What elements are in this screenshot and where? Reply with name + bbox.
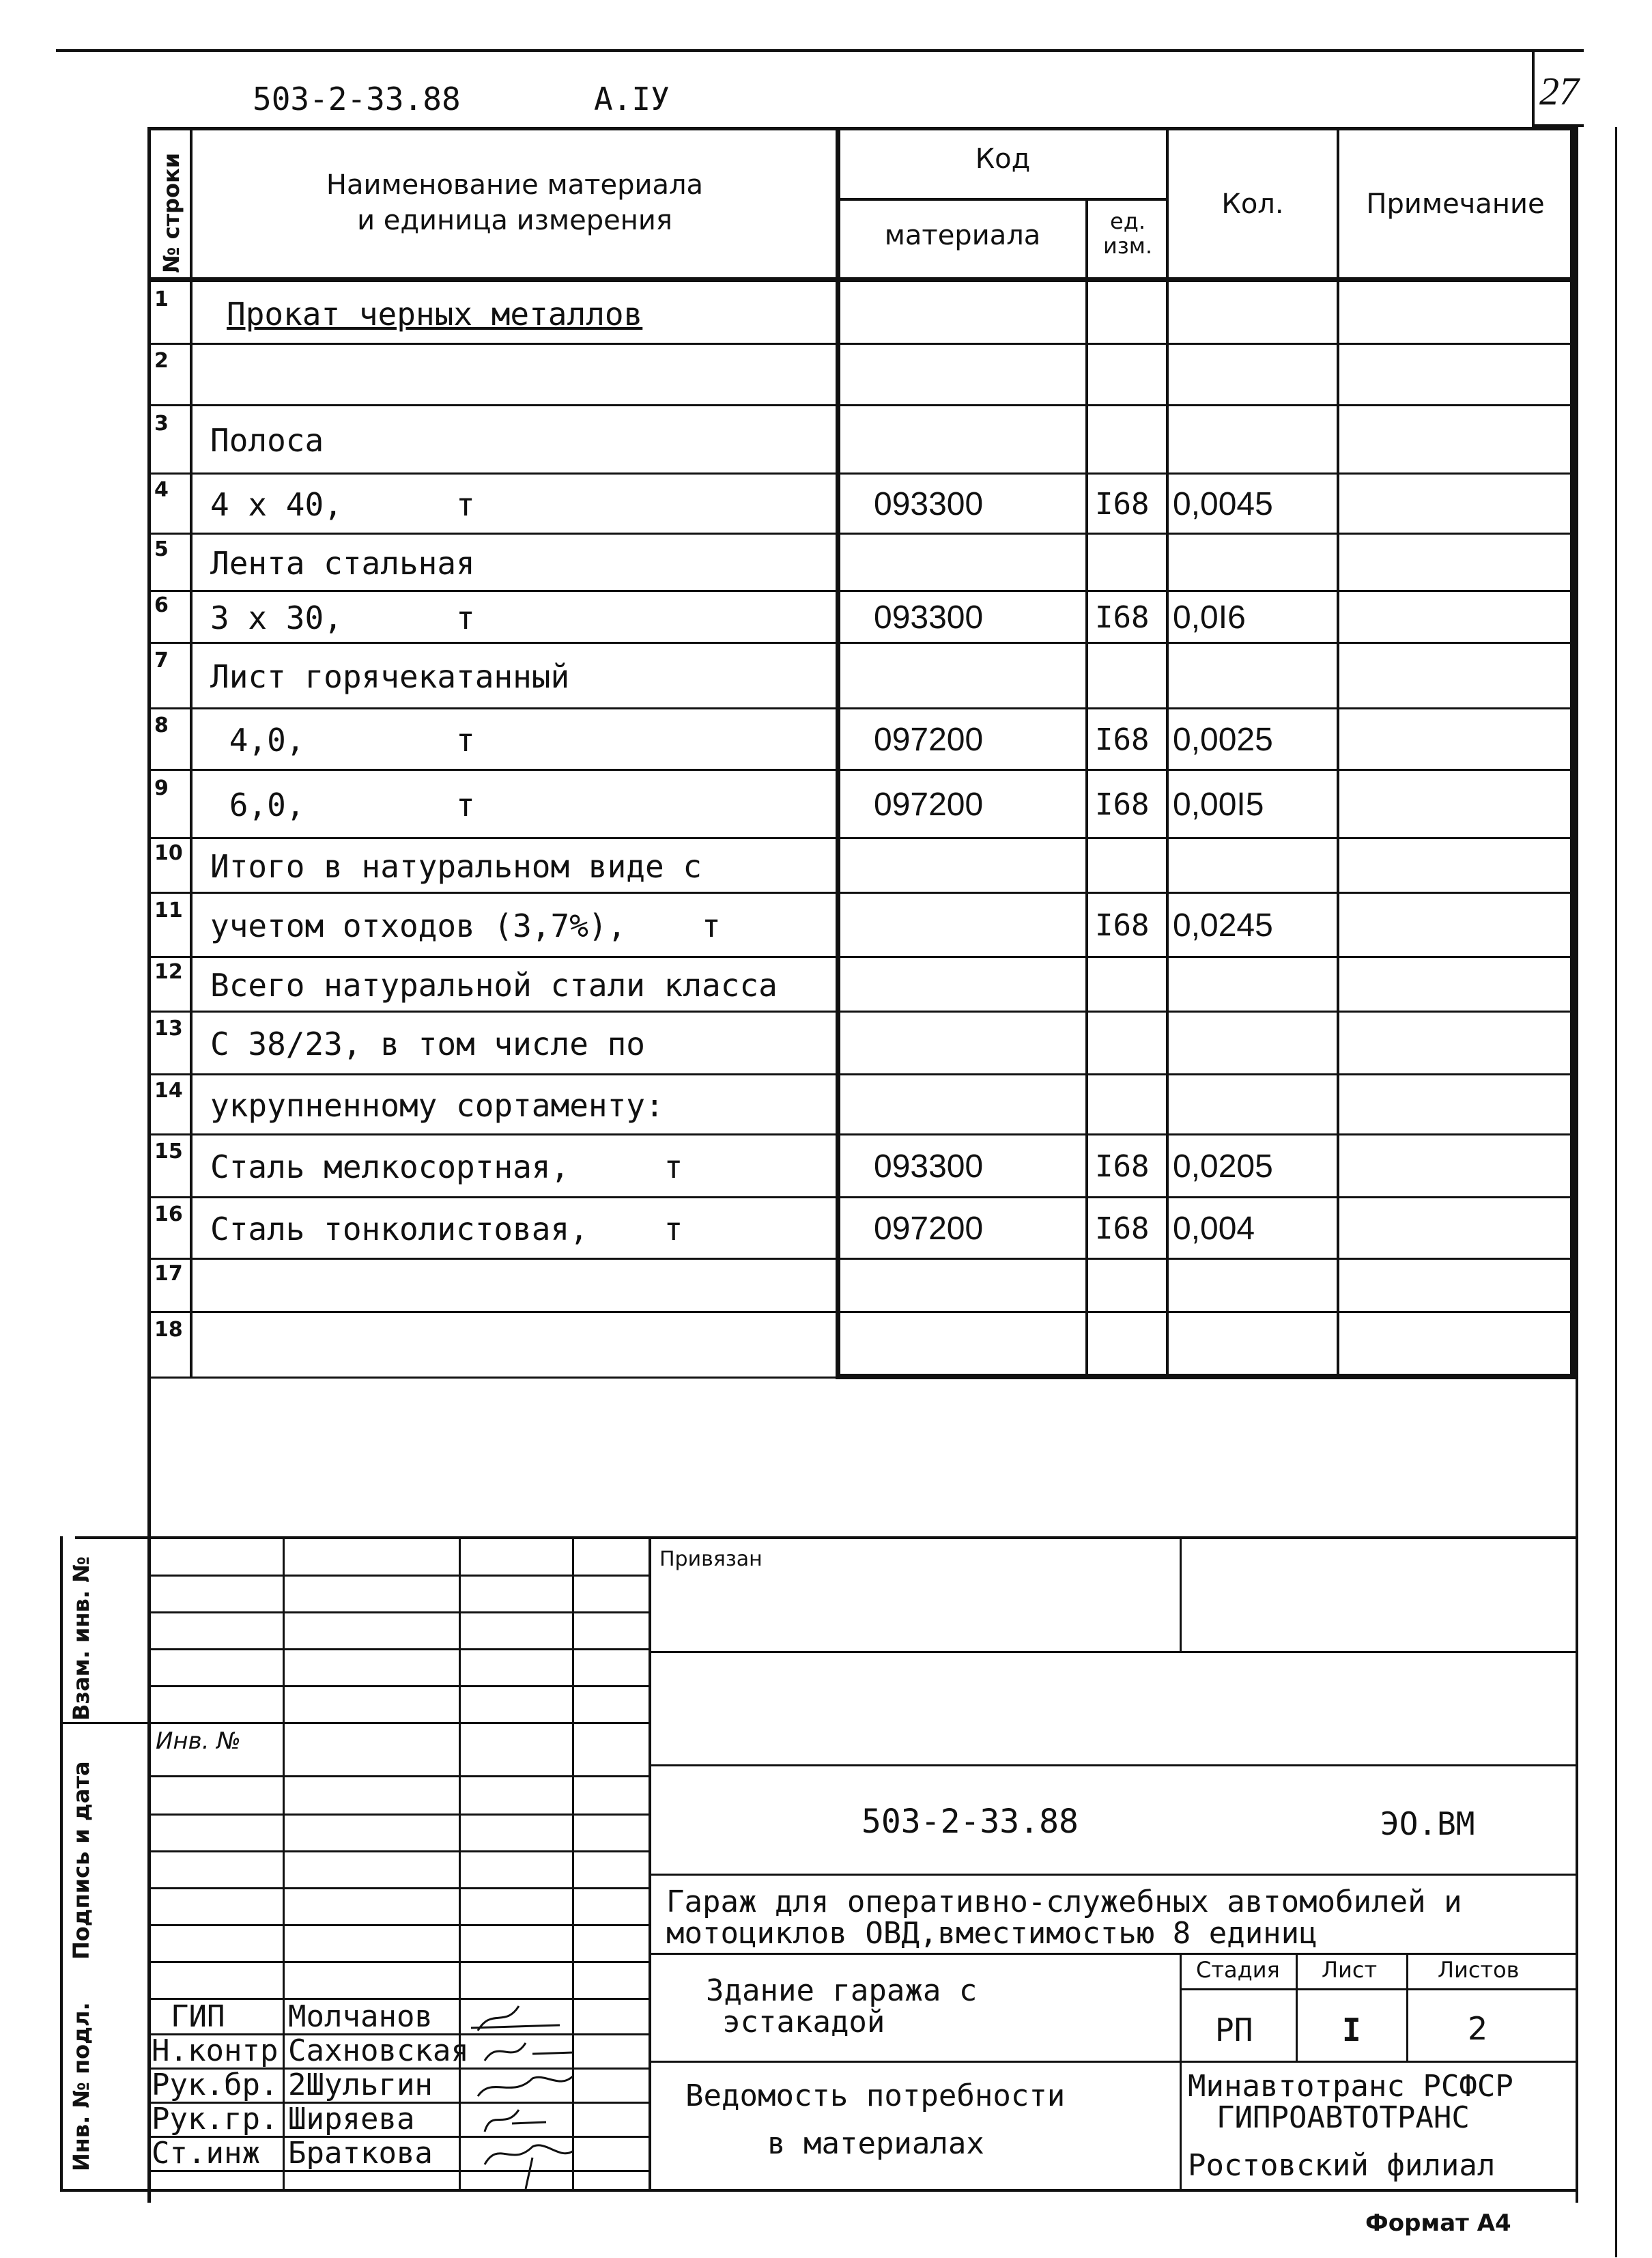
material-name: учетом отходов (3,7%), т xyxy=(210,907,721,944)
row-number: 3 xyxy=(154,412,169,436)
org-line-2: ГИПРОАВТОТРАНС xyxy=(1216,2100,1470,2135)
header-album: А.IУ xyxy=(594,81,670,117)
quantity: 0,00I5 xyxy=(1173,787,1264,823)
col-row-no-header: № строки xyxy=(158,152,184,273)
stamp-grid-line xyxy=(147,1575,650,1577)
col-qty-header: Кол. xyxy=(1221,188,1284,220)
page-number-box-left xyxy=(1532,49,1535,126)
signatory-role: Рук.бр. xyxy=(152,2068,279,2102)
material-name: укрупненному сортаменту: xyxy=(210,1087,664,1124)
row-number: 7 xyxy=(154,649,169,673)
signatory-name: Ширяева xyxy=(288,2102,415,2136)
row-number: 1 xyxy=(154,287,169,311)
material-name: Всего натуральной стали класса xyxy=(210,967,778,1004)
material-code: 093300 xyxy=(874,486,984,522)
row-divider xyxy=(147,1311,1574,1313)
signatory-name: Молчанов xyxy=(288,1999,433,2034)
row-divider xyxy=(147,343,1574,345)
sheet-title-line-2: в материалах xyxy=(767,2126,984,2161)
stamp-grid-line xyxy=(147,1648,650,1650)
material-name: 6,0, т xyxy=(210,787,475,823)
material-code: 097200 xyxy=(874,787,984,823)
quantity: 0,0205 xyxy=(1173,1148,1273,1185)
material-name: 4,0, т xyxy=(210,722,475,759)
material-name: Прокат черных металлов xyxy=(227,296,643,333)
stamp-grid-line xyxy=(147,1961,650,1963)
row-number: 9 xyxy=(154,776,169,800)
stage-label: Стадия xyxy=(1196,1957,1280,1983)
row-divider xyxy=(147,1377,837,1379)
quantity: 0,004 xyxy=(1173,1211,1255,1247)
col-code-unit-header: ед. изм. xyxy=(1102,208,1153,259)
org-line-3: Ростовский филиал xyxy=(1188,2148,1496,2183)
stage-value: РП xyxy=(1215,2012,1253,2048)
unit-code: I68 xyxy=(1095,1149,1150,1184)
org-line-1: Минавтотранс РСФСР xyxy=(1188,2069,1513,2104)
header-doc-code: 503-2-33.88 xyxy=(253,81,461,117)
row-number: 8 xyxy=(154,714,169,737)
quantity: 0,0I6 xyxy=(1173,599,1246,636)
unit-code: I68 xyxy=(1095,722,1150,757)
sheet-label: Лист xyxy=(1322,1957,1378,1983)
row-number: 5 xyxy=(154,537,169,561)
signatory-role: Рук.гр. xyxy=(152,2102,279,2136)
table-top xyxy=(147,127,1578,130)
row-divider xyxy=(147,1258,1574,1260)
material-name: Сталь тонколистовая, т xyxy=(210,1211,683,1247)
unit-code: I68 xyxy=(1095,787,1150,822)
quantity: 0,0245 xyxy=(1173,907,1273,944)
signature-shiryaeva xyxy=(471,2103,573,2137)
material-code: 093300 xyxy=(874,599,984,636)
signatory-name: Браткова xyxy=(288,2136,433,2171)
unit-code: I68 xyxy=(1095,600,1150,635)
row-number: 15 xyxy=(154,1140,183,1163)
sheets-label: Листов xyxy=(1438,1957,1520,1983)
material-name: С 38/23, в том числе по xyxy=(210,1026,645,1062)
col-name-header xyxy=(194,167,836,238)
material-name: 4 х 40, т xyxy=(210,486,475,523)
material-code: 097200 xyxy=(874,1211,984,1247)
col-code-header: Код xyxy=(975,143,1031,175)
signatory-name: 2Шульгин xyxy=(288,2068,433,2102)
row-number: 13 xyxy=(154,1017,183,1041)
row-number: 18 xyxy=(154,1318,183,1342)
material-name: Сталь мелкосортная, т xyxy=(210,1148,683,1185)
stamp-doc-code: 503-2-33.88 xyxy=(861,1803,1079,1841)
col-note-header: Примечание xyxy=(1366,188,1545,220)
signatory-name: Сахновская xyxy=(288,2033,469,2068)
stamp-grid-line xyxy=(147,1887,650,1889)
row-number: 2 xyxy=(154,349,169,373)
row-divider xyxy=(147,404,1574,406)
sheet-title-line-1: Ведомость потребности xyxy=(685,2078,1066,2113)
left-frame xyxy=(147,127,151,2203)
row-number: 11 xyxy=(154,899,183,922)
row-number: 16 xyxy=(154,1202,183,1226)
material-name: Лента стальная xyxy=(210,545,475,582)
building-line-1: Здание гаража с xyxy=(706,1973,978,2008)
quantity: 0,0025 xyxy=(1173,722,1273,758)
row-number: 4 xyxy=(154,478,169,502)
project-title-line-1: Гараж для оперативно-служебных автомобилей и xyxy=(666,1885,1462,1919)
stamp-grid-line xyxy=(147,1775,650,1777)
format-label: Формат А4 xyxy=(1365,2210,1511,2237)
stamp-grid-line xyxy=(147,1814,650,1816)
material-name: Полоса xyxy=(210,422,324,459)
privyazan-label: Привязан xyxy=(659,1547,763,1571)
unit-code: I68 xyxy=(1095,908,1150,943)
stamp-grid-line xyxy=(147,1924,650,1926)
row-number: 10 xyxy=(154,841,183,865)
signatory-role: Ст.инж xyxy=(152,2136,260,2171)
project-title-line-2: мотоциклов ОВД,вместимостью 8 единиц xyxy=(666,1916,1318,1951)
stamp-grid-line xyxy=(147,1611,650,1613)
signature-sakhnovskaya xyxy=(478,2035,580,2069)
side-label-podpis: Подпись и дата xyxy=(68,1761,94,1960)
signature-bratkova xyxy=(471,2137,580,2192)
material-name: 3 х 30, т xyxy=(210,599,475,636)
table-right xyxy=(1576,127,1578,2203)
row-number: 17 xyxy=(154,1262,183,1286)
signature-shulgin xyxy=(471,2069,580,2103)
unit-code: I68 xyxy=(1095,487,1150,522)
material-code: 093300 xyxy=(874,1148,984,1185)
col-name-header-text: Наименование материала и единица измерения xyxy=(326,169,704,236)
material-code: 097200 xyxy=(874,722,984,758)
inv-no-divider xyxy=(63,1722,650,1724)
top-border xyxy=(56,49,1584,52)
row-number: 12 xyxy=(154,960,183,984)
right-margin-line xyxy=(1615,127,1617,2257)
sheets-value: 2 xyxy=(1468,2010,1488,2047)
signature-molchanov xyxy=(464,2001,567,2035)
row-number: 6 xyxy=(154,593,169,617)
col-code-material-header: материала xyxy=(884,220,1041,251)
sheet-value: I xyxy=(1342,2012,1361,2048)
stamp-grid-line xyxy=(147,1685,650,1687)
signatory-role: Н.контр xyxy=(152,2033,279,2068)
quantity: 0,0045 xyxy=(1173,486,1273,522)
row-number: 14 xyxy=(154,1079,183,1103)
stamp-grid-line xyxy=(147,1850,650,1852)
signatory-role: ГИП xyxy=(171,1999,225,2034)
page-number: 27 xyxy=(1539,69,1579,113)
material-name: Итого в натуральном виде с xyxy=(210,848,702,885)
unit-code: I68 xyxy=(1095,1211,1150,1246)
material-name: Лист горячекатанный xyxy=(210,658,570,695)
side-label-vzam: Взам. инв. № xyxy=(68,1556,94,1721)
building-line-2: эстакадой xyxy=(722,2005,885,2040)
inv-no-label: Инв. № xyxy=(156,1727,241,1755)
stamp-mark: ЭО.ВМ xyxy=(1380,1805,1475,1842)
side-label-inv-podl: Инв. № подл. xyxy=(68,2002,94,2171)
